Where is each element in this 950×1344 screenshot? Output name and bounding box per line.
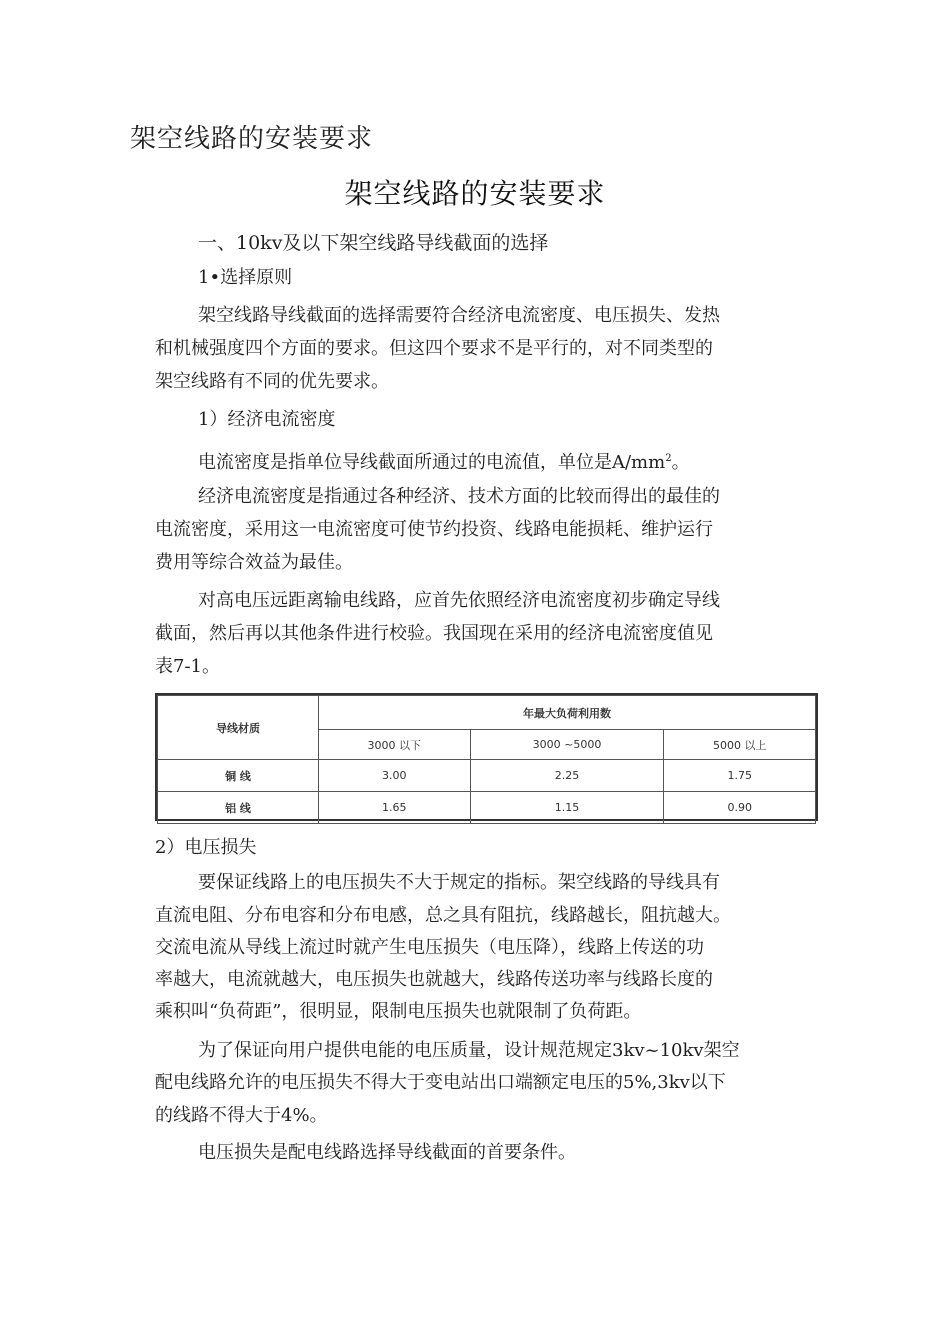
paragraph-line: 费用等综合效益为最佳。 xyxy=(155,552,353,573)
paragraph-text: 电流密度是指单位导线截面所通过的电流值，单位是A/mm xyxy=(198,452,666,473)
paragraph-line: 表7-1。 xyxy=(155,656,220,677)
table-column-header: 3000 以下 xyxy=(319,730,471,760)
paragraph-line: 为了保证向用户提供电能的电压质量，设计规范规定3kv~10kv架空 xyxy=(198,1040,740,1061)
paragraph-line: 配电线路允许的电压损失不得大于变电站出口端额定电压的5%,3kv以下 xyxy=(155,1072,726,1093)
table-row xyxy=(158,792,816,824)
table xyxy=(157,695,816,824)
table-row-header: 铜 线 xyxy=(158,760,319,792)
table-column-header: 5000 以上 xyxy=(664,730,816,760)
page-title: 架空线路的安装要求 xyxy=(344,177,606,210)
table-cell: 1.65 xyxy=(319,792,471,824)
subheading-voltage-loss: 2）电压损失 xyxy=(155,837,257,858)
paragraph-line: 直流电阻、分布电容和分布电感，总之具有阻抗，线路越长，阻抗越大。 xyxy=(155,905,731,926)
paragraph-line: 截面，然后再以其他条件进行校验。我国现在采用的经济电流密度值见 xyxy=(155,623,713,644)
paragraph-line: 电压损失是配电线路选择导线截面的首要条件。 xyxy=(198,1142,576,1163)
table-column-header: 3000 ~5000 xyxy=(470,730,664,760)
table-cell: 0.90 xyxy=(664,792,816,824)
current-density-table xyxy=(155,693,818,821)
table-corner-header: 导线材质 xyxy=(158,696,319,760)
paragraph-line: 架空线路有不同的优先要求。 xyxy=(155,371,389,392)
paragraph-line: 乘积叫“负荷距”，很明显，限制电压损失也就限制了负荷距。 xyxy=(155,1001,642,1022)
paragraph-line: 的线路不得大于4%。 xyxy=(155,1105,328,1126)
section-heading: 一、10kv及以下架空线路导线截面的选择 xyxy=(198,232,549,254)
paragraph-line: 对高电压远距离输电线路，应首先依照经济电流密度初步确定导线 xyxy=(198,590,720,611)
paragraph-line: 要保证线路上的电压损失不大于规定的指标。架空线路的导线具有 xyxy=(198,872,720,893)
paragraph-line: 经济电流密度是指通过各种经济、技术方面的比较而得出的最佳的 xyxy=(198,486,720,507)
paragraph-line: 架空线路导线截面的选择需要符合经济电流密度、电压损失、发热 xyxy=(198,305,720,326)
paragraph-line xyxy=(198,449,690,473)
table-cell: 2.25 xyxy=(470,760,664,792)
paragraph-line: 电流密度，采用这一电流密度可使节约投资、线路电能损耗、维护运行 xyxy=(155,519,713,540)
paragraph-line: 交流电流从导线上流过时就产生电压损失（电压降），线路上传送的功 xyxy=(155,937,704,958)
subheading-principle: 1•选择原则 xyxy=(198,267,293,288)
table-row-header: 铝 线 xyxy=(158,792,319,824)
table-row xyxy=(158,760,816,792)
table-cell: 1.15 xyxy=(470,792,664,824)
table-cell: 3.00 xyxy=(319,760,471,792)
subheading-current-density: 1）经济电流密度 xyxy=(198,409,336,430)
document-header-title: 架空线路的安装要求 xyxy=(130,124,374,154)
paragraph-line: 和机械强度四个方面的要求。但这四个要求不是平行的，对不同类型的 xyxy=(155,338,713,359)
superscript: 2 xyxy=(665,453,672,464)
paragraph-line: 率越大，电流就越大，电压损失也就越大，线路传送功率与线路长度的 xyxy=(155,969,713,990)
table-group-header: 年最大负荷利用数 xyxy=(319,696,816,730)
paragraph-text: 。 xyxy=(671,452,690,473)
table-cell: 1.75 xyxy=(664,760,816,792)
